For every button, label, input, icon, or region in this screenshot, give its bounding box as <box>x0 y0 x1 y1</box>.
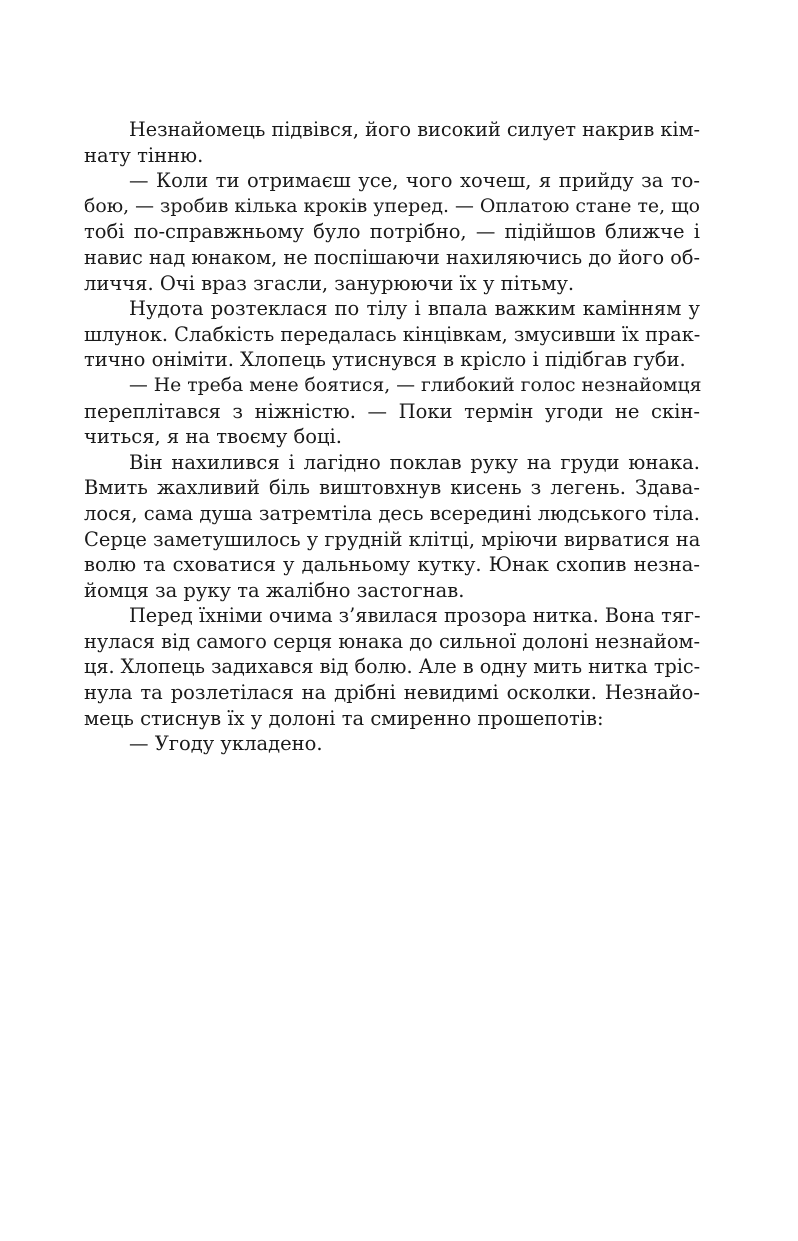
text-line: переплітався з ніжністю. — Поки термін угоди не скін- <box>84 399 700 423</box>
text-line: шлунок. Слабкість передалась кінцівкам, змусивши їх прак- <box>84 322 701 346</box>
text-line: Нудота розтеклася по тілу і впала важким камінням у <box>129 297 700 321</box>
text-line: волю та сховатися у дальньому кутку. Юнак схопив незна- <box>84 553 700 577</box>
text-line: Серце заметушилось у грудній клітці, мріючи вирватися на <box>84 527 701 551</box>
text-line: тобі по-справжньому було потрібно, — підійшов ближче і <box>84 220 700 244</box>
text-line: — Не треба мене боятися, — глибокий голос незнайомця <box>129 374 702 396</box>
text-line: тично оніміти. Хлопець утиснувся в крісло і підібгав губи. <box>84 348 686 372</box>
text-line: Він нахилився і лагідно поклав руку на груди юнака. <box>129 450 700 474</box>
text-line: нула та розлетілася на дрібні невидимі осколки. Незнайо- <box>84 681 700 705</box>
text-line: читься, я на твоєму боці. <box>84 425 342 449</box>
text-line: — Угоду укладено. <box>129 732 323 756</box>
body-text <box>84 117 700 757</box>
text-line: ця. Хлопець задихався від болю. Але в одну мить нитка тріс- <box>84 655 701 679</box>
paragraph <box>84 117 700 168</box>
text-line: личчя. Очі враз згасли, занурюючи їх у пітьму. <box>84 271 575 295</box>
text-line: мець стиснув їх у долоні та смиренно прошепотів: <box>84 706 604 730</box>
text-line: нату тінню. <box>84 143 204 167</box>
paragraph <box>84 450 700 604</box>
paragraph <box>84 731 700 757</box>
paragraph <box>84 296 700 373</box>
text-line: Вмить жахливий біль виштовхнув кисень з легень. Здава- <box>84 476 700 500</box>
text-line: — Коли ти отримаєш усе, чого хочеш, я прийду за то- <box>129 169 700 193</box>
text-line: Перед їхніми очима з’явилася прозора нитка. Вона тяг- <box>129 604 701 628</box>
text-line: нулася від самого серця юнака до сильної долоні незнайом- <box>84 629 700 653</box>
text-line: йомця за руку та жалібно застогнав. <box>84 578 465 602</box>
paragraph <box>84 603 700 731</box>
text-line: бою, — зробив кілька кроків уперед. — Оплатою стане те, що <box>84 194 700 217</box>
paragraph <box>84 168 700 296</box>
text-line: Незнайомець підвівся, його високий силует накрив кім- <box>129 118 700 141</box>
text-line: навис над юнаком, не поспішаючи нахиляючись до його об- <box>84 245 700 269</box>
paragraph <box>84 373 700 450</box>
text-line: лося, сама душа затремтіла десь всередині людського тіла. <box>84 501 700 525</box>
